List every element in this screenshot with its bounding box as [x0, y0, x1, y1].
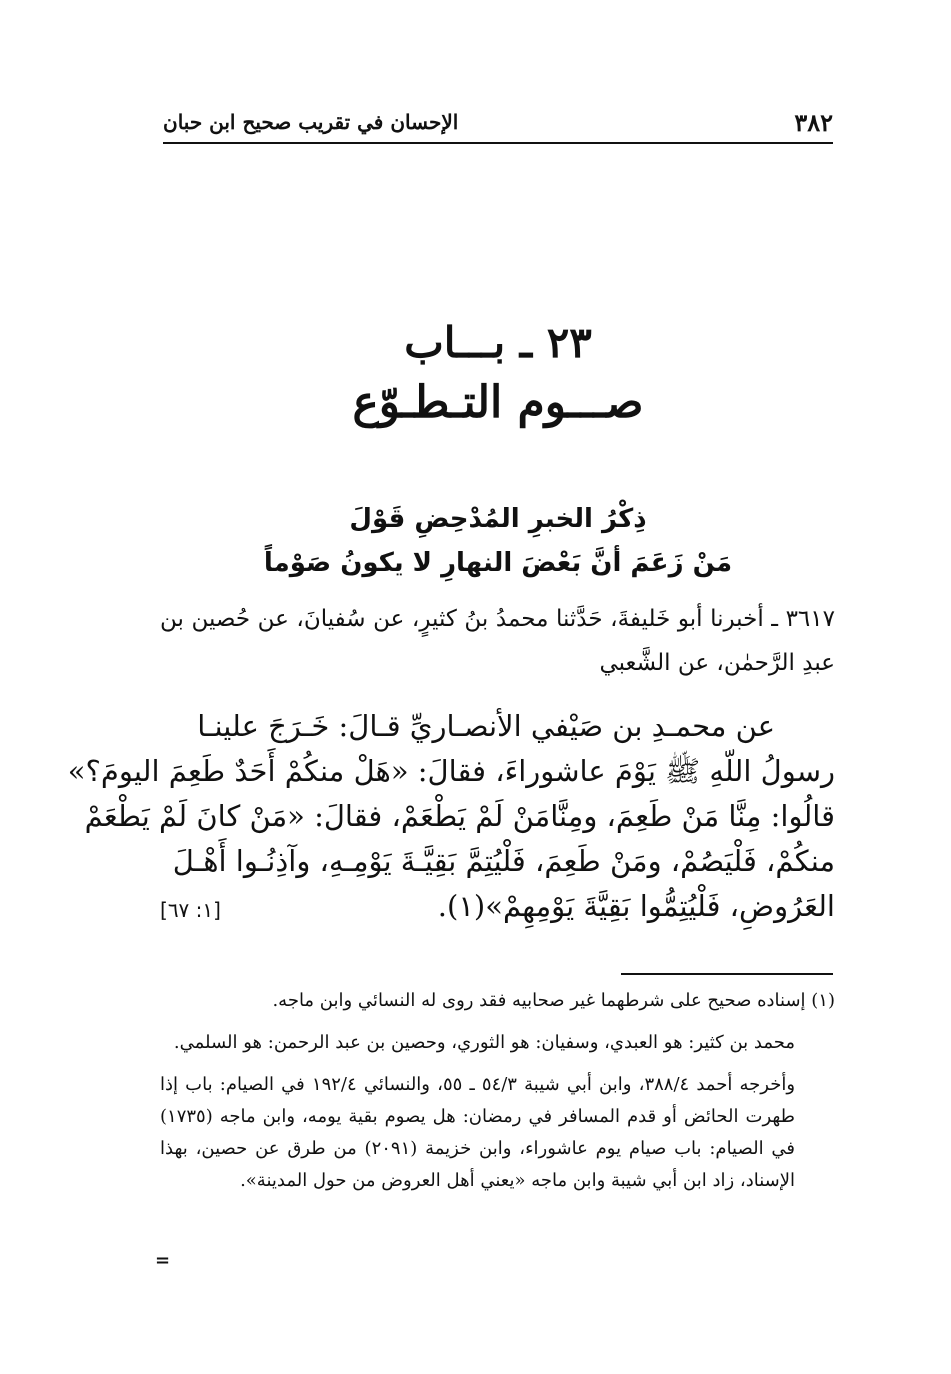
hadith-matn: [67, 704, 835, 929]
continuation-mark: =: [155, 1250, 171, 1271]
chapter-number: ٢٣ ـ بـــاب: [404, 318, 592, 367]
footnotes: [160, 985, 835, 1207]
matn-last-text: العَرُوضِ، فَلْيُتِمُّوا بَقِيَّةَ يَوْمِهِمْ»(١).: [437, 889, 835, 923]
page-number: ٣٨٢: [794, 108, 833, 137]
footnote-1-detail: محمد بن كثير: هو العبدي، وسفيان: هو الثوري، وحصين بن عبد الرحمن: هو السلمي.: [173, 1032, 795, 1053]
footnote-divider: [621, 973, 833, 975]
running-header: [163, 108, 833, 144]
hadith-isnad: ٣٦١٧ ـ أخبرنا أبو خَليفةَ، حَدَّثنا محمدُ بنُ كثيرٍ، عن سُفيانَ، عن حُصين بن عبدِ الرَّحمٰن، عن الشَّعبي: [160, 606, 835, 676]
book-title: الإحسان في تقريب صحيح ابن حبان: [163, 110, 459, 134]
matn-line: منكُمْ، فَلْيَصُمْ، ومَنْ طَعِمَ، فَلْيُتِمَّ بَقِيَّـةَ يَوْمِـهِ، وآذِنُـوا أَهْـلَ: [172, 844, 835, 878]
footnote-1-takhrij: وأخرجه أحمد ٣٨٨/٤، وابن أبي شيبة ٥٤/٣ ـ ٥٥، والنسائي ١٩٢/٤ في الصيام: باب إذا طهرت الحائض أو قدم المسافر في رمضان: هل يصوم بقية يومه، وابن ماجه (١٧٣٥) في الصيام: باب صيام يوم عاشوراء، وابن خزيمة (٢٠٩١) من طرق عن حصين، بهذا الإسناد، زاد ابن أبي شيبة وابن ماجه «يعني أهل العروض من حول المدينة».: [160, 1074, 796, 1191]
hadith-citation: [١: ٦٧]: [160, 898, 221, 922]
matn-line: رسولُ اللّهِ ﷺ يَوْمَ عاشوراءَ، فقالَ: «هَلْ منكُمْ أَحَدٌ طَعِمَ اليومَ؟»: [67, 754, 835, 788]
chapter-heading: [163, 315, 833, 435]
subheading-line-2: مَنْ زَعَمَ أنَّ بَعْضَ النهارِ لا يكونُ صَوْماً: [263, 548, 733, 578]
footnote-1: (١) إسناده صحيح على شرطهما غير صحابيه فقد روى له النسائي وابن ماجه.: [272, 990, 835, 1011]
section-subheading: [163, 497, 833, 585]
matn-line: [160, 884, 835, 929]
subheading-line-1: ذِكْرُ الخبرِ المُدْحِضِ قَوْلَ: [349, 504, 647, 534]
chapter-title: صـــوم التـطـوّع: [352, 377, 644, 428]
matn-line: قالُوا: مِنَّا مَنْ طَعِمَ، ومِنَّامَنْ لَمْ يَطْعَمْ، فقالَ: «مَنْ كانَ لَمْ يَطْعَمْ: [84, 799, 835, 833]
matn-line: عن محمـدِ بن صَيْفي الأنصـاريِّ قـالَ: خَـرَجَ علينـا: [197, 709, 775, 743]
